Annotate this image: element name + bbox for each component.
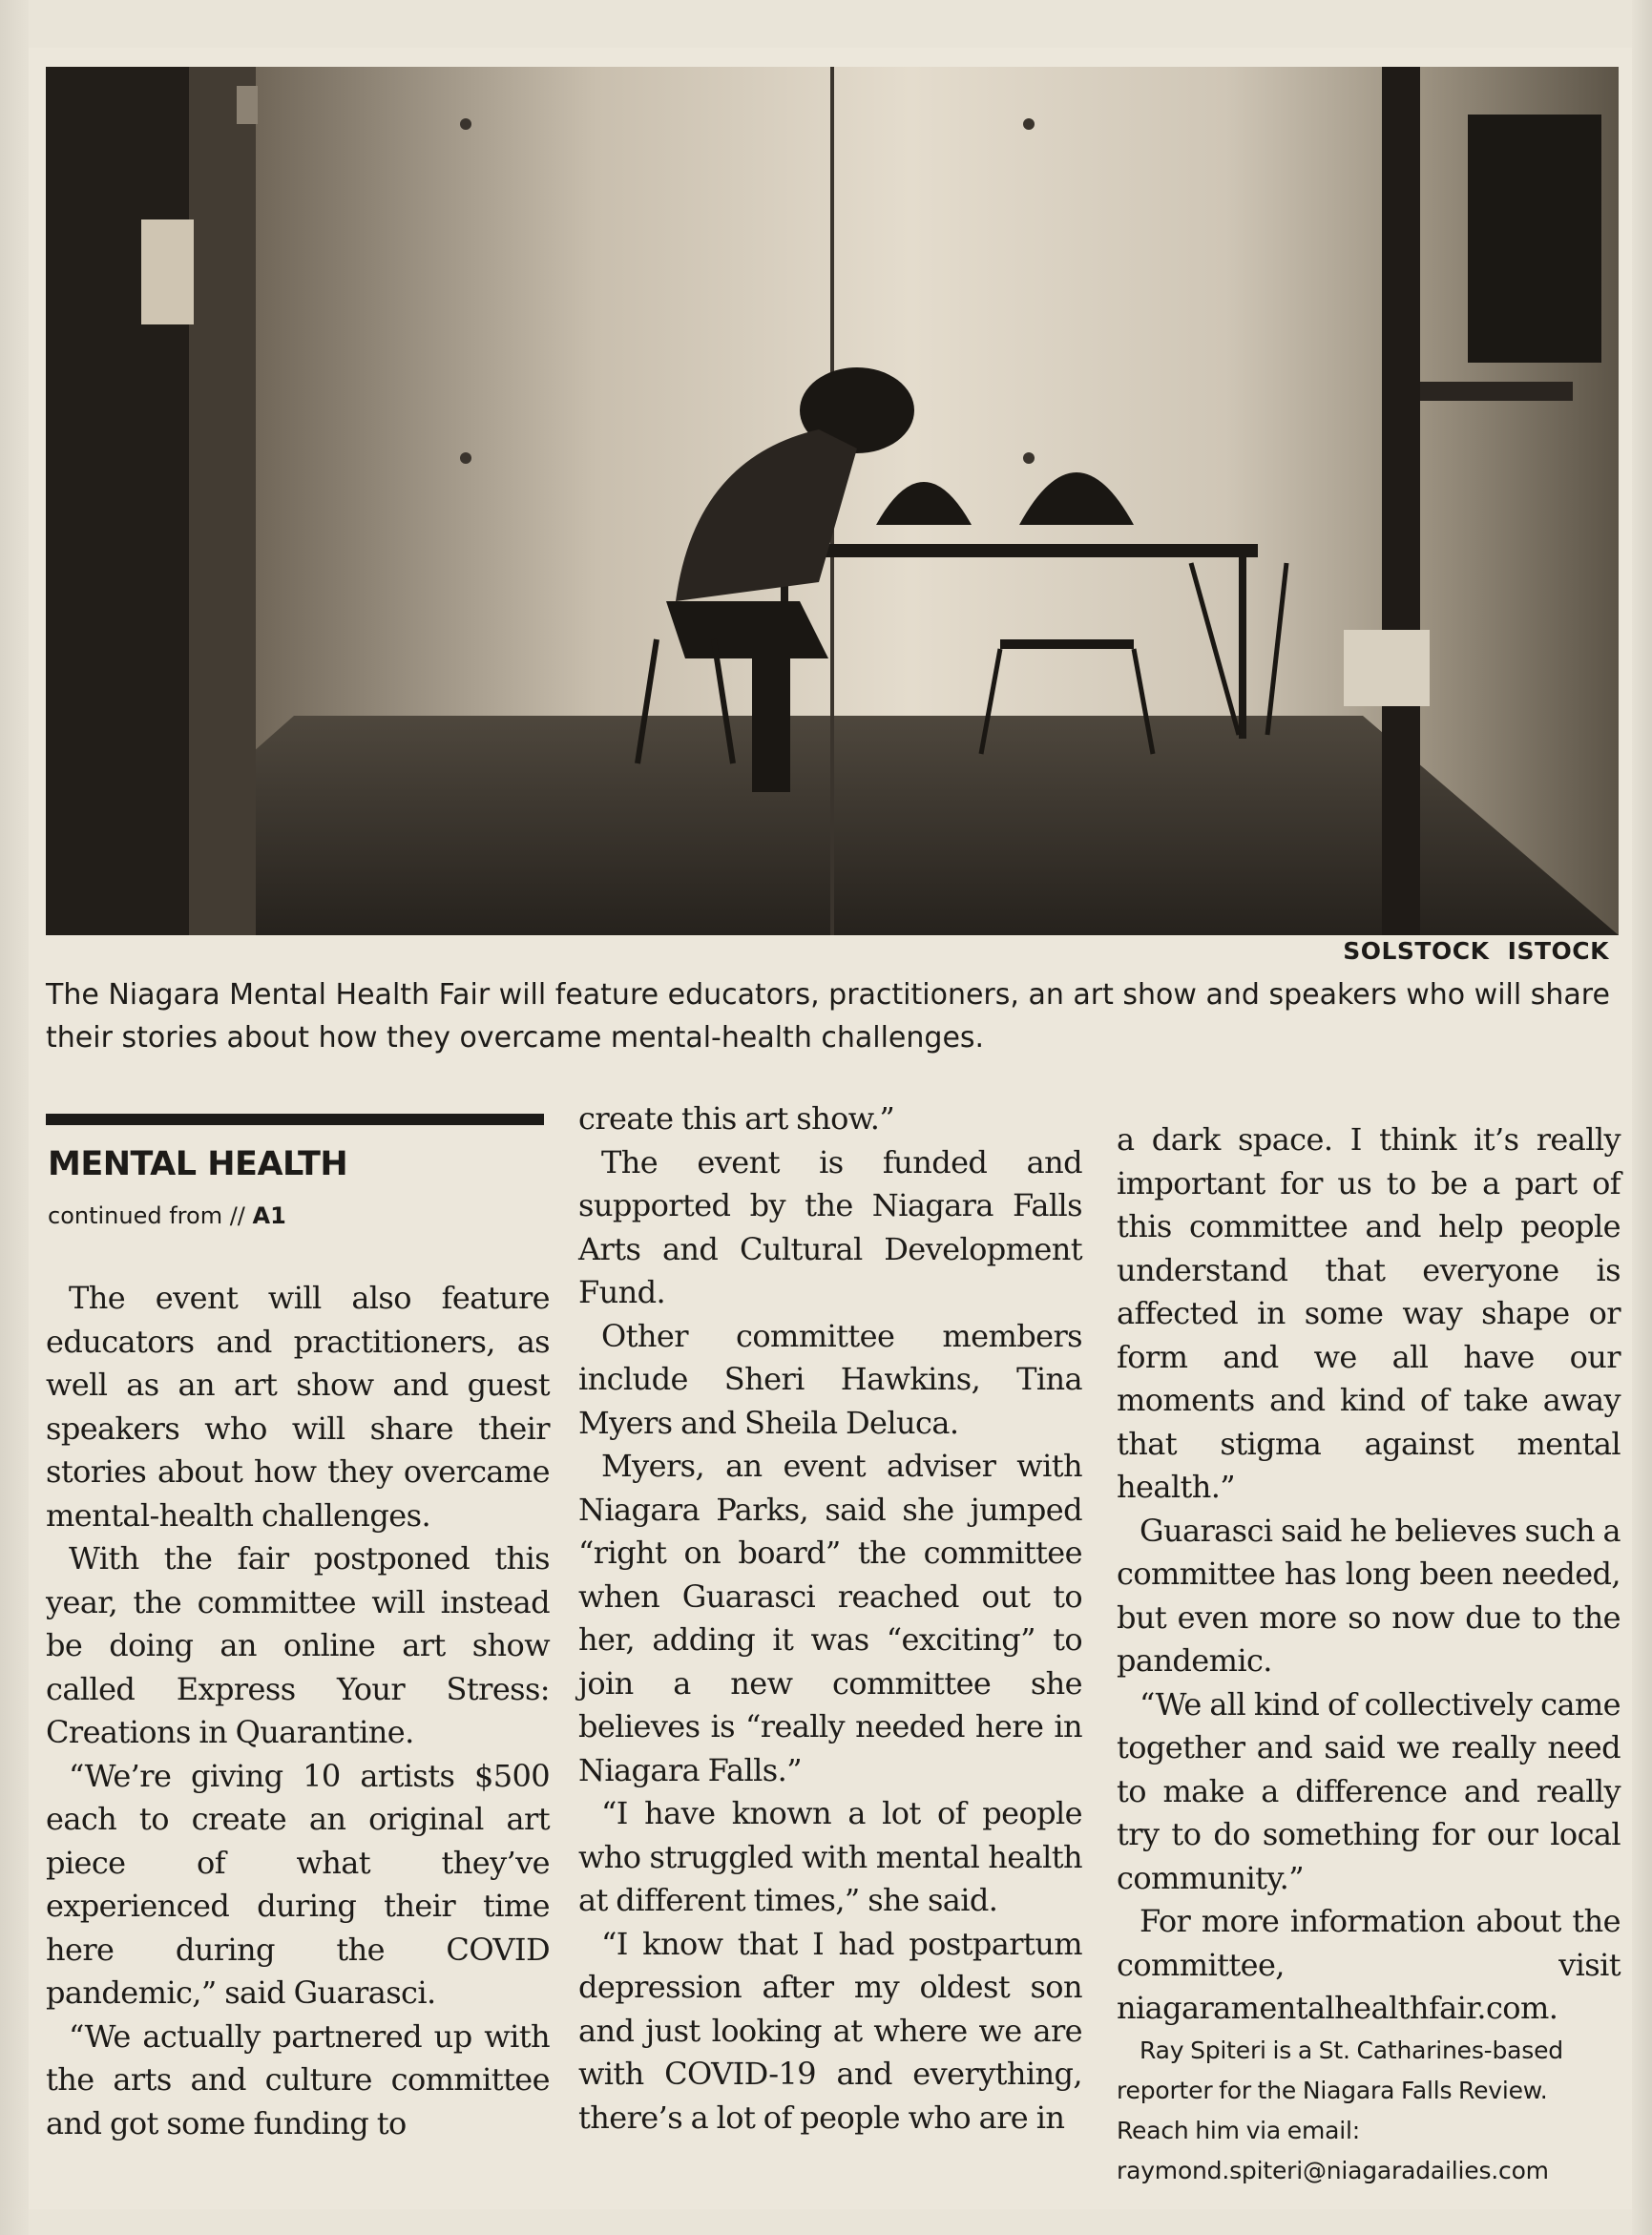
paragraph: “We’re giving 10 artists $500 each to create an original art piece of what they’ve experienced during their time here during the COVID pandemic,” said Guarasci. — [46, 1757, 550, 2011]
paragraph: a dark space. I think it’s really important for us to be a part of this committee and help people understand that everyone is affected in some way shape or form and we all have our moments and kind of take away that stigma against mental health.” — [1117, 1121, 1621, 1505]
paragraph: create this art show.” — [578, 1100, 895, 1137]
photo-credit: SOLSTOCK ISTOCK — [1343, 937, 1609, 965]
continued-line — [48, 1202, 286, 1229]
paragraph: The event is funded and supported by the Niagara Falls Arts and Cultural Development Fund. — [578, 1143, 1082, 1310]
article-column-2 — [578, 1097, 1082, 2140]
continued-prefix: continued from // — [48, 1202, 253, 1229]
paragraph: With the fair postponed this year, the committee will instead be doing an online art show called Express Your Stress: Creations in Quarantine. — [46, 1540, 550, 1750]
section-rule — [46, 1114, 544, 1125]
author-bio: Ray Spiteri is a St. Catharines-based reporter for the Niagara Falls Review. Reach him via email: raymond.spiteri@niagaradailies.com — [1117, 2036, 1563, 2184]
paragraph: “We actually partnered up with the arts and culture committee and got some funding to — [46, 2017, 550, 2141]
paragraph: “We all kind of collectively came together and said we really need to make a difference and really try to do something for our local community.” — [1117, 1685, 1621, 1896]
article-column-3 — [1117, 1118, 1621, 2191]
paragraph: Other committee members include Sheri Hawkins, Tina Myers and Sheila Deluca. — [578, 1317, 1082, 1441]
paragraph: Myers, an event adviser with Niagara Parks, said she jumped “right on board” the committee when Guarasci reached out to her, adding it was “exciting” to join a new committee she believes is “really needed here in Niagara Falls.” — [578, 1448, 1082, 1788]
paragraph: “I have known a lot of people who struggled with mental health at different times,” she said. — [578, 1795, 1082, 1918]
photo-caption: The Niagara Mental Health Fair will feature educators, practitioners, an art show and speakers who will share their stories about how they overcame mental-health challenges. — [46, 978, 1610, 1055]
paragraph: For more information about the committee, visit niagaramentalhealthfair.com. — [1117, 1903, 1621, 2026]
adjacent-page-edge-left — [0, 0, 29, 2235]
article-column-1 — [46, 1277, 550, 2145]
paragraph: “I know that I had postpartum depression after my oldest son and just looking at where we are with COVID-19 and everything, there’s a lot of people who are in — [578, 1925, 1082, 2136]
paragraph: The event will also feature educators and practitioners, as well as an art show and guest speakers who will share their stories about how they overcame mental-health challenges. — [46, 1280, 550, 1534]
newspaper-clipping — [29, 48, 1632, 2209]
adjacent-page-edge-right — [1632, 0, 1652, 2235]
paragraph: Guarasci said he believes such a committee has long been needed, but even more so now due to the pandemic. — [1117, 1512, 1621, 1679]
article-photo — [46, 67, 1619, 935]
section-kicker: MENTAL HEALTH — [48, 1145, 348, 1183]
continued-page: A1 — [252, 1202, 286, 1229]
photo-person-head-down-at-table-icon — [46, 67, 1619, 935]
